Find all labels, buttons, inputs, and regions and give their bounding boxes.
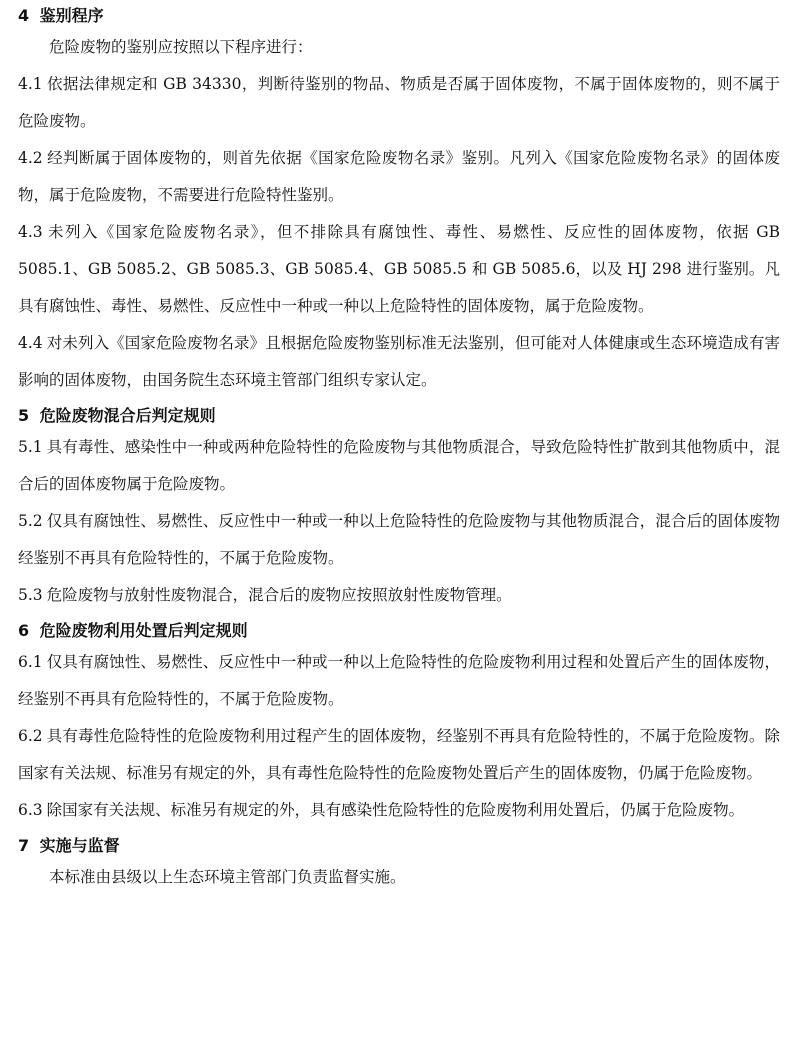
clause-6-1 (18, 644, 780, 718)
section-title: 危险废物混合后判定规则 (39, 406, 216, 425)
clause-text: 仅具有腐蚀性、易燃性、反应性中一种或一种以上危险特性的危险废物利用过程和处置后产生的固体废物，经鉴别不再具有危险特性的，不属于危险废物。 (18, 653, 780, 708)
clause-number: 6.2 (18, 727, 43, 745)
clause-text: 具有毒性、感染性中一种或两种危险特性的危险废物与其他物质混合，导致危险特性扩散到其他物质中，混合后的固体废物属于危险废物。 (18, 438, 780, 493)
clause-4-2 (18, 140, 780, 214)
clause-number: 5.1 (18, 438, 43, 456)
section-4-intro: 危险废物的鉴别应按照以下程序进行： (49, 38, 313, 56)
clause-4-3 (18, 214, 780, 325)
clause-text: 仅具有腐蚀性、易燃性、反应性中一种或一种以上危险特性的危险废物与其他物质混合，混合后的固体废物经鉴别不再具有危险特性的，不属于危险废物。 (18, 512, 780, 567)
clause-number: 6.3 (18, 801, 43, 819)
clause-6-2 (18, 718, 780, 792)
clause-number: 5.2 (18, 512, 43, 530)
clause-text: 经判断属于固体废物的，则首先依据《国家危险废物名录》鉴别。凡列入《国家危险废物名录》的固体废物，属于危险废物，不需要进行危险特性鉴别。 (18, 149, 780, 204)
section-number: 5 (18, 406, 30, 425)
clause-number: 4.2 (18, 149, 43, 167)
section-number: 6 (18, 621, 30, 640)
clause-5-2 (18, 503, 780, 577)
section-5-heading (18, 403, 780, 429)
section-7-heading (18, 833, 780, 859)
clause-text: 对未列入《国家危险废物名录》且根据危险废物鉴别标准无法鉴别，但可能对人体健康或生态环境造成有害影响的固体废物，由国务院生态环境主管部门组织专家认定。 (18, 334, 780, 389)
section-number: 7 (18, 836, 30, 855)
clause-number: 4.1 (18, 75, 43, 93)
section-number: 4 (18, 6, 30, 25)
clause-number: 6.1 (18, 653, 43, 671)
clause-5-1 (18, 429, 780, 503)
clause-number: 4.4 (18, 334, 43, 352)
section-7-intro: 本标准由县级以上生态环境主管部门负责监督实施。 (49, 868, 406, 886)
section-4-heading (18, 3, 780, 29)
clause-4-1 (18, 66, 780, 140)
clause-text: 除国家有关法规、标准另有规定的外，具有感染性危险特性的危险废物利用处置后，仍属于危险废物。 (46, 801, 745, 819)
clause-4-4 (18, 325, 780, 399)
clause-number: 5.3 (18, 586, 43, 604)
clause-6-3 (18, 792, 780, 829)
clause-5-3 (18, 577, 780, 614)
clause-text: 具有毒性危险特性的危险废物利用过程产生的固体废物，经鉴别不再具有危险特性的，不属于危险废物。除国家有关法规、标准另有规定的外，具有毒性危险特性的危险废物处置后产生的固体废物，仍属于危险废物。 (18, 727, 780, 782)
section-title: 危险废物利用处置后判定规则 (39, 621, 248, 640)
section-6-heading (18, 618, 780, 644)
section-title: 鉴别程序 (39, 6, 104, 25)
clause-text: 依据法律规定和 GB 34330，判断待鉴别的物品、物质是否属于固体废物，不属于固体废物的，则不属于危险废物。 (18, 75, 780, 130)
clause-number: 4.3 (18, 223, 43, 241)
clause-text: 未列入《国家危险废物名录》，但不排除具有腐蚀性、毒性、易燃性、反应性的固体废物，依据 GB 5085.1、GB 5085.2、GB 5085.3、GB 5085.4、GB 5085.5 和 GB 5085.6，以及 HJ 298 进行鉴别。凡具有腐蚀性、毒性、易燃性、反应性中一种或一种以上危险特性的固体废物，属于危险废物。 (18, 223, 780, 315)
clause-text: 危险废物与放射性废物混合，混合后的废物应按照放射性废物管理。 (46, 586, 512, 604)
section-title: 实施与监督 (39, 836, 120, 855)
